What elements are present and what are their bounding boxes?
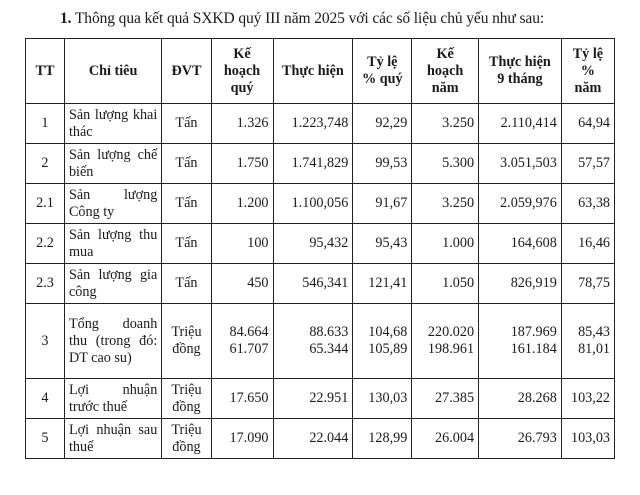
table-row: [26, 304, 615, 379]
table-row: [26, 104, 615, 144]
cell-actual-line: 1.100,056: [291, 195, 349, 211]
cell-pct-year: [561, 224, 614, 264]
header-indicator: Chỉ tiêu: [64, 39, 161, 104]
cell-plan-quarter: [211, 184, 273, 224]
cell-actual-line: 1.223,748: [291, 115, 349, 131]
cell-actual-line: 22.951: [309, 390, 349, 406]
header-line: Thực hiện: [489, 54, 551, 70]
cell-actual: [273, 104, 353, 144]
cell-pct-quarter: [353, 419, 412, 459]
table-row: [26, 144, 615, 184]
header-line: Tỷ lệ: [572, 45, 604, 62]
cell-actual-9m: [479, 419, 562, 459]
header-line: %: [580, 62, 595, 79]
cell-plan-quarter: [211, 379, 273, 419]
cell-actual-line: 546,341: [302, 275, 349, 291]
cell-pct-year: [561, 264, 614, 304]
cell-plan-year: [412, 144, 479, 184]
cell-pct-year-line: 57,57: [578, 155, 610, 171]
cell-tt: 2: [26, 144, 65, 184]
cell-plan-year-line: 26.004: [435, 430, 475, 446]
cell-actual-9m-line: 187.969: [510, 324, 557, 340]
cell-unit-line: Triệu: [171, 324, 202, 340]
cell-plan-quarter-line: 17.090: [229, 430, 269, 446]
cell-plan-year: [412, 184, 479, 224]
cell-indicator: Sản lượng chế biến: [64, 144, 161, 184]
cell-pct-year-line: 78,75: [578, 275, 610, 291]
cell-pct-year: [561, 379, 614, 419]
cell-pct-year-line: 16,46: [578, 235, 610, 251]
cell-pct-quarter: [353, 379, 412, 419]
cell-actual-line: 1.741,829: [291, 155, 349, 171]
cell-tt: 5: [26, 419, 65, 459]
table-row: [26, 184, 615, 224]
table-row: [26, 379, 615, 419]
cell-plan-year-line: 1.050: [442, 275, 475, 291]
header-line: Kế: [233, 45, 251, 62]
cell-actual-line: 88.633: [309, 324, 349, 340]
cell-plan-year-line: 1.000: [442, 235, 475, 251]
cell-indicator: Lợi nhuận sau thuế: [64, 419, 161, 459]
cell-actual-9m-line: 2.110,414: [500, 115, 557, 131]
cell-actual-9m: [479, 304, 562, 379]
header-line: Tỷ lệ: [367, 54, 398, 70]
cell-pct-quarter: [353, 264, 412, 304]
cell-actual-9m-line: 28.268: [517, 390, 557, 406]
cell-pct-quarter-line: 91,67: [375, 195, 408, 211]
cell-unit-line: đồng: [172, 398, 201, 415]
header-line: hoạch: [223, 62, 261, 79]
cell-pct-quarter-line: 95,43: [375, 235, 408, 251]
results-table: [25, 38, 615, 459]
table-row: [26, 264, 615, 304]
cell-actual-9m-line: 164,608: [510, 235, 557, 251]
cell-pct-year: [561, 104, 614, 144]
cell-plan-year-line: 3.250: [442, 115, 475, 131]
cell-actual-line: 65.344: [309, 341, 349, 357]
cell-pct-year-line: 85,43: [578, 324, 610, 340]
cell-actual: [273, 144, 353, 184]
cell-plan-year-line: 3.250: [442, 195, 475, 211]
cell-pct-quarter-line: 130,03: [368, 390, 408, 406]
cell-actual: [273, 184, 353, 224]
cell-indicator: Sản lượng gia công: [64, 264, 161, 304]
cell-unit: [162, 304, 211, 379]
cell-unit: [162, 104, 211, 144]
header-line: quý: [230, 79, 254, 96]
cell-unit-line: Triệu: [171, 421, 202, 438]
cell-actual: [273, 419, 353, 459]
cell-plan-quarter: [211, 144, 273, 184]
cell-plan-year: [412, 304, 479, 379]
cell-plan-quarter-line: 1.326: [236, 115, 269, 131]
cell-plan-quarter-line: 450: [247, 275, 269, 291]
cell-plan-quarter-line: 1.750: [236, 155, 269, 171]
cell-plan-quarter: [211, 224, 273, 264]
cell-actual-line: 95,432: [309, 235, 349, 251]
cell-plan-quarter: [211, 304, 273, 379]
cell-plan-year: [412, 224, 479, 264]
cell-pct-quarter: [353, 184, 412, 224]
cell-actual-line: 22.044: [309, 430, 349, 446]
cell-tt: 2.2: [26, 224, 65, 264]
cell-indicator: Tổng doanh thu (trong đó: DT cao su): [64, 304, 161, 379]
cell-plan-quarter: [211, 264, 273, 304]
cell-indicator: Sản lượng khai thác: [64, 104, 161, 144]
section-number: 1.: [60, 10, 72, 27]
cell-unit-line: Tấn: [175, 195, 198, 211]
cell-indicator: Lợi nhuận trước thuế: [64, 379, 161, 419]
cell-actual-9m-line: 826,919: [510, 275, 557, 291]
cell-actual-9m-line: 3.051,503: [500, 155, 557, 171]
cell-actual-9m-line: 2.059,976: [500, 195, 557, 211]
cell-plan-year-line: 220.020: [427, 324, 475, 340]
cell-plan-year: [412, 419, 479, 459]
header-plan-quarter: [211, 39, 273, 104]
cell-pct-quarter-line: 104,68: [368, 324, 408, 340]
cell-actual-9m: [479, 184, 562, 224]
cell-actual-9m: [479, 144, 562, 184]
cell-unit-line: đồng: [172, 438, 201, 455]
cell-pct-year: [561, 184, 614, 224]
cell-pct-quarter-line: 92,29: [375, 115, 408, 131]
cell-unit: [162, 184, 211, 224]
cell-tt: 4: [26, 379, 65, 419]
cell-pct-quarter: [353, 304, 412, 379]
header-actual: Thực hiện: [273, 39, 353, 104]
cell-actual-9m-line: 26.793: [517, 430, 557, 446]
table-row: [26, 224, 615, 264]
table-header-row: [26, 39, 615, 104]
header-unit: ĐVT: [162, 39, 211, 104]
cell-indicator: Sản lượng thu mua: [64, 224, 161, 264]
cell-pct-year-line: 103,03: [570, 430, 610, 446]
cell-unit-line: Tấn: [175, 235, 198, 251]
cell-plan-quarter-line: 100: [247, 235, 269, 251]
cell-indicator: Sản lượng Công ty: [64, 184, 161, 224]
cell-pct-quarter-line: 105,89: [368, 341, 408, 357]
cell-unit: [162, 419, 211, 459]
cell-pct-quarter-line: 121,41: [368, 275, 408, 291]
cell-actual: [273, 224, 353, 264]
cell-pct-quarter: [353, 224, 412, 264]
cell-tt: 1: [26, 104, 65, 144]
cell-unit-line: đồng: [172, 341, 201, 357]
cell-actual-9m: [479, 224, 562, 264]
section-title: Thông qua kết quả SXKD quý III năm 2025 với các số liệu chủ yếu như sau:: [74, 10, 545, 27]
cell-actual-9m: [479, 379, 562, 419]
cell-plan-quarter-line: 61.707: [229, 341, 269, 357]
cell-plan-quarter-line: 1.200: [236, 195, 269, 211]
cell-plan-quarter-line: 84.664: [229, 324, 269, 340]
cell-plan-year-line: 198.961: [427, 341, 475, 357]
cell-pct-year: [561, 144, 614, 184]
header-pct-quarter: [353, 39, 412, 104]
header-pct-year: [561, 39, 614, 104]
cell-pct-quarter-line: 128,99: [368, 430, 408, 446]
cell-tt: 3: [26, 304, 65, 379]
cell-pct-year-line: 63,38: [578, 195, 610, 211]
cell-plan-year: [412, 264, 479, 304]
cell-unit: [162, 144, 211, 184]
cell-actual-9m-line: 161.184: [510, 341, 557, 357]
cell-plan-year: [412, 379, 479, 419]
cell-pct-year-line: 81,01: [578, 341, 610, 357]
cell-actual-9m: [479, 104, 562, 144]
cell-pct-year-line: 103,22: [570, 390, 610, 406]
cell-actual: [273, 264, 353, 304]
header-tt: TT: [26, 39, 65, 104]
cell-plan-quarter: [211, 419, 273, 459]
cell-pct-quarter-line: 99,53: [375, 155, 408, 171]
cell-pct-year: [561, 419, 614, 459]
cell-unit-line: Tấn: [175, 155, 198, 171]
cell-actual: [273, 304, 353, 379]
cell-pct-quarter: [353, 144, 412, 184]
table-row: [26, 419, 615, 459]
header-line: 9 tháng: [497, 71, 543, 87]
cell-plan-quarter: [211, 104, 273, 144]
header-line: năm: [574, 79, 602, 96]
cell-tt: 2.3: [26, 264, 65, 304]
header-line: % quý: [362, 71, 403, 87]
cell-unit: [162, 224, 211, 264]
cell-pct-year-line: 64,94: [578, 115, 610, 131]
cell-unit: [162, 379, 211, 419]
cell-unit-line: Triệu: [171, 381, 202, 398]
cell-plan-year: [412, 104, 479, 144]
cell-unit: [162, 264, 211, 304]
cell-actual: [273, 379, 353, 419]
table-body: [26, 104, 615, 459]
cell-pct-year: [561, 304, 614, 379]
header-plan-year: [412, 39, 479, 104]
header-line: năm: [431, 79, 459, 96]
section-heading: [60, 10, 544, 28]
cell-tt: 2.1: [26, 184, 65, 224]
cell-unit-line: Tấn: [175, 115, 198, 131]
cell-plan-quarter-line: 17.650: [229, 390, 269, 406]
cell-plan-year-line: 5.300: [442, 155, 475, 171]
header-actual-9m: [479, 39, 562, 104]
cell-unit-line: Tấn: [175, 275, 198, 291]
cell-plan-year-line: 27.385: [435, 390, 475, 406]
cell-pct-quarter: [353, 104, 412, 144]
header-line: Kế: [436, 45, 454, 62]
cell-actual-9m: [479, 264, 562, 304]
header-line: hoạch: [427, 62, 464, 79]
